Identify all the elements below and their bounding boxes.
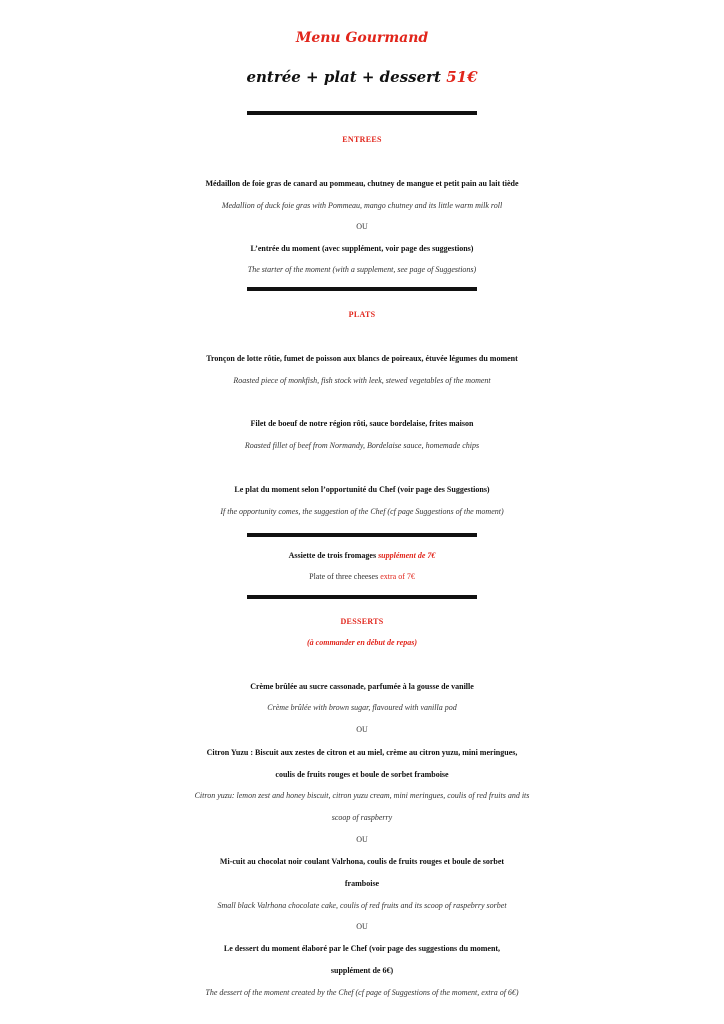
menu-subtitle [0,61,724,93]
dessert-4-fr-line1: Le dessert du moment élaboré par le Chef (voir page des suggestions du moment, [223,944,501,953]
section-desserts-heading: DESSERTS [340,617,384,626]
dessert-or-2: OU [356,835,368,844]
dessert-or-1: OU [356,725,368,734]
plat-1-fr: Tronçon de lotte rôtie, fumet de poisson aux blancs de poireaux, étuvée légumes du moment [206,354,518,363]
section-entrees-heading: ENTREES [342,135,382,144]
dessert-2-fr-line1: Citron Yuzu : Biscuit aux zestes de citron et au miel, crème au citron yuzu, mini meringues, [206,748,518,757]
dessert-1-fr: Crème brûlée au sucre cassonade, parfumée à la gousse de vanille [250,682,474,691]
divider-4 [247,595,477,599]
cheese-fr [0,545,724,567]
cheese-fr-extra: supplément de 7€ [378,551,436,560]
dessert-2-fr-line2: coulis de fruits rouges et boule de sorbet framboise [275,770,449,779]
dessert-3-fr-line2: framboise [344,879,380,888]
plat-3-en: If the opportunity comes, the suggestion of the Chef (cf page Suggestions of the moment) [220,507,504,516]
plat-1-en: Roasted piece of monkfish, fish stock with leek, stewed vegetables of the moment [233,376,491,385]
dessert-4-fr-line2: supplément de 6€) [330,966,394,975]
divider-1 [247,111,477,115]
plat-2-fr: Filet de boeuf de notre région rôti, sauce bordelaise, frites maison [250,419,474,428]
dessert-2-en-line1: Citron yuzu: lemon zest and honey biscuit, citron yuzu cream, mini meringues, coulis of red fruits and its [194,791,530,800]
cheese-fr-label: Assiette de trois fromages [288,551,377,560]
section-plats-heading: PLATS [348,310,376,319]
dessert-3-fr-line1: Mi-cuit au chocolat noir coulant Valrhona, coulis de fruits rouges et boule de sorbet [219,857,505,866]
divider-2 [247,287,477,291]
dessert-3-en: Small black Valrhona chocolate cake, coulis of red fruits and its scoop of raspebrry sorbet [217,901,507,910]
desserts-note: (à commander en début de repas) [307,638,417,647]
cheese-en [0,566,724,588]
menu-price: 51€ [446,68,478,86]
dessert-2-en-line2: scoop of raspberry [331,813,393,822]
entree-1-fr: Médaillon de foie gras de canard au pommeau, chutney de mangue et petit pain au lait tiède [205,179,519,188]
divider-3 [247,533,477,537]
dessert-or-3: OU [356,922,368,931]
entree-or: OU [356,222,368,231]
menu-courses: entrée + plat + dessert [246,68,441,86]
plat-2-en: Roasted fillet of beef from Normandy, Bordelaise sauce, homemade chips [244,441,480,450]
entree-2-en: The starter of the moment (with a supplement, see page of Suggestions) [247,265,477,274]
entree-2-fr: L’entrée du moment (avec supplément, voir page des suggestions) [250,244,474,253]
menu-title: Menu Gourmand [295,30,429,46]
cheese-en-extra: extra of 7€ [380,572,415,581]
dessert-4-en: The dessert of the moment created by the Chef (cf page of Suggestions of the moment, extra of 6€) [205,988,519,997]
plat-3-fr: Le plat du moment selon l’opportunité du Chef (voir page des Suggestions) [234,485,490,494]
dessert-1-en: Crème brûlée with brown sugar, flavoured with vanilla pod [267,703,457,712]
entree-1-en: Medallion of duck foie gras with Pommeau, mango chutney and its little warm milk roll [221,201,503,210]
cheese-en-label: Plate of three cheeses [309,572,379,581]
